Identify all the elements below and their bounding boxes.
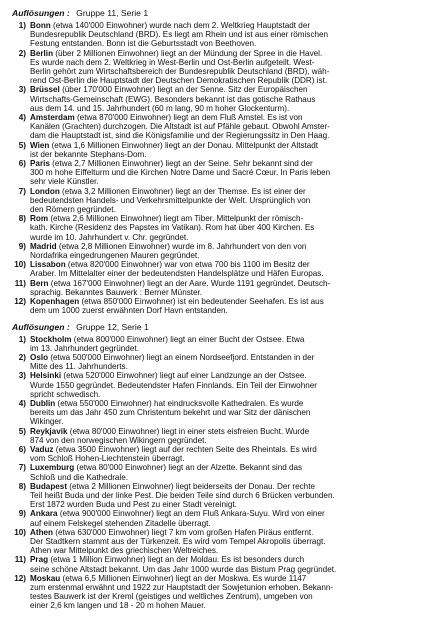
line-text: (etwa 80'000 Einwohner) liegt an der Alzette. Bekannt sind das — [74, 463, 303, 473]
entry-text — [30, 528, 440, 556]
entry-line — [30, 159, 440, 168]
city-name: Luxemburg — [30, 463, 75, 473]
line-text: Wirtschafts-Gemeinschaft (EWG). Besonders bekannt ist das gotische Rathaus — [30, 94, 316, 104]
answer-entry — [12, 371, 440, 399]
entry-text — [30, 214, 440, 242]
line-text: dam die Hauptstadt ist, sind die Königsfamilie und der Regierungssitz in Den Haag. — [30, 131, 330, 141]
entry-line — [30, 427, 440, 436]
line-text: (über 2 Millionen Einwohner) liegt an der Mündung der Spree in die Havel. — [53, 48, 323, 58]
entry-line — [30, 67, 440, 76]
line-text: (etwa 2,8 Millionen Einwohner) wurde im 8. Jahrhundert von den von — [56, 241, 307, 251]
line-text: (etwa 550'000 Einwohner) hat eindrucksvolle Kathedralen. Es wurde — [55, 398, 304, 408]
line-text: (etwa 2,6 Millionen Einwohner) liegt am Tiber. Mittelpunkt der römisch- — [48, 214, 304, 224]
line-text: Mitte des 11. Jahrhunderts. — [30, 362, 128, 372]
line-text: Es wurde nach dem 2. Weltkrieg in West-Berlin und Ost-Berlin aufgeteilt. West- — [30, 57, 315, 67]
city-name: Stockholm — [30, 334, 72, 344]
line-text: im 13. Jahrhundert gegründet. — [30, 343, 139, 353]
line-text: auf einem Felskegel stehenden Zitadelle überragt. — [30, 518, 211, 528]
answer-entry — [12, 528, 440, 556]
entry-line — [30, 399, 440, 408]
city-name: Brüssel — [30, 85, 60, 95]
entry-text — [30, 113, 440, 141]
entry-line — [30, 260, 440, 269]
entry-number: 2) — [18, 48, 26, 58]
entry-text — [30, 335, 440, 353]
entry-line — [30, 49, 440, 58]
entry-line — [30, 362, 440, 371]
answer-list-group-11 — [12, 21, 440, 316]
city-name: Bern — [30, 278, 49, 288]
entry-number: 3) — [18, 85, 26, 95]
entry-number: 12) — [14, 573, 26, 583]
city-name: Athen — [30, 527, 54, 537]
entry-line — [30, 445, 440, 454]
city-name: Reykjavik — [30, 426, 68, 436]
line-text: 874 von den norwegischen Wikingern gegründet. — [30, 435, 207, 445]
line-text: (über 170'000 Einwohner) liegt an der Senne. Sitz der Europäischen — [59, 85, 308, 95]
entry-line — [30, 187, 440, 196]
answer-entry — [12, 353, 440, 371]
line-text: (etwa 850'000 Einwohner) ist ein bedeutender Seehafen. Es ist aus — [79, 297, 324, 307]
entry-text — [30, 463, 440, 481]
line-text: Der Stadtkern stammt aus der Türkenzeit. Es wird vom Tempel Akropolis überragt. — [30, 536, 326, 546]
answer-entry — [12, 427, 440, 445]
entry-line — [30, 500, 440, 509]
line-text: (etwa 2,7 Millionen Einwohner) liegt an der Seine. Sehr bekannt sind der — [49, 159, 313, 169]
entry-line — [30, 335, 440, 344]
answer-entry — [12, 187, 440, 215]
entry-line — [30, 223, 440, 232]
answer-entry — [12, 574, 440, 611]
answer-entry — [12, 555, 440, 573]
line-text: spricht schwedisch. — [30, 389, 101, 399]
city-name: Oslo — [30, 352, 49, 362]
line-text: 300 m hohe Eiffelturm und die Kirchen Notre Dame und Sacré Cœur. In Paris leben — [30, 168, 331, 178]
line-text: (etwa 1,6 Millionen Einwohner) liegt an der Donau. Mittelpunkt der Altstadt — [49, 140, 319, 150]
line-text: Wurde 1550 gegründet. Bedeutendster Hafen Finnlands. Ein Teil der Einwohner — [30, 380, 317, 390]
line-text: testes Bauwerk ist der Kreml (geistiges und weltliches Zentrum), umgeben von — [30, 592, 313, 602]
entry-line — [30, 436, 440, 445]
line-text: (etwa 820'000 Einwohner) war von etwa 700 bis 1100 im Besitz der — [65, 260, 310, 270]
entry-line — [30, 141, 440, 150]
city-name: Berlin — [30, 48, 54, 58]
city-name: Bonn — [30, 21, 51, 30]
entry-text — [30, 85, 440, 113]
entry-number: 7) — [18, 463, 26, 473]
entry-text — [30, 159, 440, 187]
answer-entry — [12, 85, 440, 113]
entry-line — [30, 463, 440, 472]
line-text: zum erstenmal erwähnt und 1922 zur Hauptstadt der Sowjetunion erhoben. Bekann- — [30, 582, 334, 592]
line-text: (etwa 520'000 Einwohner) liegt auf einer Landzunge an der Ostsee. — [61, 371, 307, 381]
line-text: Kanälen (Grachten) durchzogen. Die Altstadt ist auf Pfähle gebaut. Obwohl Amster- — [30, 122, 330, 132]
entry-number: 2) — [18, 352, 26, 362]
entry-number: 1) — [18, 21, 26, 30]
city-name: Rom — [30, 214, 49, 224]
entry-number: 9) — [18, 241, 26, 251]
city-name: Helsinki — [30, 371, 62, 381]
line-text: (etwa 2 Millionen Einwohner) liegt beiderseits der Donau. Der rechte — [67, 481, 315, 491]
line-text: (etwa 167'000 Einwohner) liegt an der Aare. Wurde 1191 gegründet. Deutsch- — [48, 278, 331, 288]
line-text: Araber. Im Mittelalter einer der bedeutendsten Handelsplätze und Häfen Europas. — [30, 269, 324, 279]
entry-line — [30, 528, 440, 537]
line-text: Athen war Mittelpunkt des griechischen Weltreiches. — [30, 546, 219, 556]
entry-text — [30, 399, 440, 427]
entry-number: 9) — [18, 509, 26, 519]
line-text: Erst 1872 wurden Buda und Pest zu einer Stadt vereinigt. — [30, 500, 237, 510]
entry-number: 12) — [14, 297, 26, 307]
line-text: (etwa 80'000 Einwohner) liegt in einer stets eisfreien Bucht. Wurde — [67, 426, 310, 436]
entry-line — [30, 288, 440, 297]
entry-line — [30, 177, 440, 186]
entry-number: 3) — [18, 371, 26, 381]
answer-entry — [12, 279, 440, 297]
line-text: Schloß und die Kathedrale. — [30, 472, 129, 482]
entry-line — [30, 279, 440, 288]
line-text: sehr viele Künstler. — [30, 177, 99, 187]
entry-line — [30, 454, 440, 463]
answer-entry — [12, 260, 440, 278]
entry-line — [30, 344, 440, 353]
line-text: (etwa 800'000 Einwohner) liegt an einer Bucht der Ostsee. Etwa — [71, 334, 305, 344]
entry-number: 10) — [14, 260, 26, 270]
city-name: Prag — [30, 555, 49, 565]
entry-number: 1) — [18, 334, 26, 344]
entry-text — [30, 509, 440, 527]
entry-line — [30, 205, 440, 214]
line-text: einer 2,6 km langen und 18 - 20 m hohen Mauer. — [30, 601, 206, 611]
entry-line — [30, 371, 440, 380]
entry-text — [30, 279, 440, 297]
entry-line — [30, 85, 440, 94]
entry-text — [30, 574, 440, 611]
line-text: sprachig. Bekanntes Bauwerk : Berner Münster. — [30, 287, 203, 297]
entry-text — [30, 187, 440, 215]
entry-line — [30, 122, 440, 131]
answer-entry — [12, 399, 440, 427]
entry-line — [30, 519, 440, 528]
entry-text — [30, 242, 440, 260]
city-name: Lissabon — [30, 260, 66, 270]
answer-entry — [12, 335, 440, 353]
entry-line — [30, 131, 440, 140]
entry-text — [30, 427, 440, 445]
entry-line — [30, 381, 440, 390]
entry-text — [30, 555, 440, 573]
section-group-label: Gruppe 11, Serie 1 — [76, 8, 149, 18]
entry-text — [30, 21, 440, 49]
entry-number: 4) — [18, 398, 26, 408]
section-header-group-12 — [12, 322, 440, 333]
entry-line — [30, 537, 440, 546]
entry-text — [30, 141, 440, 159]
entry-text — [30, 297, 440, 315]
answer-entry — [12, 214, 440, 242]
entry-line — [30, 306, 440, 315]
line-text: kath. Kirche (Residenz des Papstes im Vatikan). Rom hat über 400 Kirchen. Es — [30, 223, 315, 233]
line-text: Teil heißt Buda und der linke Pest. Die beiden Teile sind durch 6 Brücken verbunden. — [30, 490, 335, 500]
section-group-label: Gruppe 12, Serie 1 — [76, 321, 149, 332]
line-text: (etwa 870'000 Einwohner) liegt an dem Fluß Amstel. Es ist von — [74, 113, 303, 123]
entry-line — [30, 76, 440, 85]
entry-text — [30, 49, 440, 86]
answer-list-group-12 — [12, 335, 440, 611]
line-text: Nordafrika eingedrungenen Mauren gegründet. — [30, 251, 200, 261]
section-title: Auflösungen : — [12, 8, 70, 18]
entry-line — [30, 113, 440, 122]
entry-line — [30, 104, 440, 113]
city-name: Budapest — [30, 481, 68, 491]
line-text: (etwa 1 Million Einwohner) liegt an der Moldau. Es ist besonders durch — [48, 555, 305, 565]
entry-text — [30, 260, 440, 278]
entry-line — [30, 242, 440, 251]
answer-entry — [12, 113, 440, 141]
line-text: (etwa 900'000 Einwohner) liegt an dem Fluß Ankara-Suyu. Wird von einer — [57, 509, 325, 519]
entry-line — [30, 555, 440, 564]
city-name: London — [30, 186, 60, 196]
answer-entry — [12, 159, 440, 187]
entry-line — [30, 297, 440, 306]
city-name: Vaduz — [30, 444, 54, 454]
line-text: seine schöne Altstadt bekannt. Um das Jahr 1000 wurde das Bistum Prag gegründet. — [30, 564, 337, 574]
entry-line — [30, 583, 440, 592]
line-text: Festung entstanden. Bonn ist die Geburtsstadt von Beethoven. — [30, 39, 257, 49]
entry-line — [30, 482, 440, 491]
line-text: dem um 1000 zuerst erwähnten Dorf Havn entstanden. — [30, 306, 228, 316]
entry-line — [30, 601, 440, 610]
entry-line — [30, 408, 440, 417]
entry-number: 8) — [18, 214, 26, 224]
entry-number: 6) — [18, 444, 26, 454]
line-text: (etwa 500'000 Einwohner) liegt an einem Nordseefjord. Entstanden in der — [48, 352, 315, 362]
entry-line — [30, 95, 440, 104]
entry-line — [30, 214, 440, 223]
entry-number: 8) — [18, 481, 26, 491]
line-text: wurde im 10. Jahrhundert v. Chr. gegründet. — [30, 232, 189, 242]
line-text: (etwa 3,2 Millionen Einwohner) liegt an der Themse. Es ist einer der — [59, 186, 306, 196]
line-text: aus dem 14. und 15. Jahrhundert (60 m lang, 90 m hoher Glockenturm). — [30, 103, 290, 113]
answer-entry — [12, 297, 440, 315]
city-name: Moskau — [30, 573, 61, 583]
city-name: Kopenhagen — [30, 297, 80, 307]
entry-line — [30, 565, 440, 574]
entry-line — [30, 21, 440, 30]
line-text: (etwa 3500 Einwohner) liegt auf der rechten Seite des Rheintals. Es wird — [53, 444, 317, 454]
entry-number: 11) — [14, 278, 26, 288]
line-text: (etwa 630'000 Einwohner) liegt 7 km vom großen Hafen Piräus entfernt. — [53, 527, 314, 537]
entry-line — [30, 196, 440, 205]
city-name: Paris — [30, 159, 50, 169]
entry-line — [30, 417, 440, 426]
entry-line — [30, 353, 440, 362]
line-text: rend Ost-Berlin die Hauptstadt der Deutschen Demokratischen Republik (DDR) ist. — [30, 76, 328, 86]
entry-line — [30, 39, 440, 48]
line-text: Wikinger. — [30, 417, 64, 427]
answer-entry — [12, 463, 440, 481]
entry-text — [30, 482, 440, 510]
answer-entry — [12, 21, 440, 49]
entry-number: 6) — [18, 159, 26, 169]
line-text: ist der bekannte Stephans-Dom. — [30, 149, 147, 159]
entry-line — [30, 150, 440, 159]
line-text: bereits um das Jahr 450 zum Christentum bekehrt und war Sitz der dänischen — [30, 408, 311, 418]
line-text: bedeutendsten Handels- und Verkehrsmittelpunkte der Welt. Ursprünglich von — [30, 195, 311, 205]
city-name: Wien — [30, 140, 50, 150]
entry-line — [30, 473, 440, 482]
entry-number: 5) — [18, 140, 26, 150]
entry-number: 4) — [18, 113, 26, 123]
entry-line — [30, 269, 440, 278]
entry-number: 5) — [18, 426, 26, 436]
entry-line — [30, 592, 440, 601]
city-name: Dublin — [30, 398, 56, 408]
line-text: (etwa 140'000 Einwohner) wurde nach dem 2. Weltkrieg Hauptstadt der — [50, 21, 311, 30]
entry-text — [30, 445, 440, 463]
answer-entry — [12, 242, 440, 260]
answer-entry — [12, 49, 440, 86]
answer-entry — [12, 445, 440, 463]
entry-line — [30, 233, 440, 242]
entry-line — [30, 30, 440, 39]
section-header-group-11 — [12, 8, 440, 19]
city-name: Amsterdam — [30, 113, 75, 123]
entry-line — [30, 574, 440, 583]
entry-number: 10) — [14, 527, 26, 537]
city-name: Ankara — [30, 509, 58, 519]
city-name: Madrid — [30, 241, 57, 251]
entry-line — [30, 491, 440, 500]
entry-line — [30, 546, 440, 555]
entry-line — [30, 509, 440, 518]
line-text: vom Schloß Hohen-Liechtenstein überragt. — [30, 454, 185, 464]
answer-entry — [12, 509, 440, 527]
entry-line — [30, 168, 440, 177]
entry-line — [30, 390, 440, 399]
line-text: Bundesrepublik Deutschland (BRD). Es liegt am Rhein und ist aus einer römischen — [30, 30, 329, 40]
entry-number: 11) — [14, 555, 26, 565]
line-text: Berlin gehört zum Wirtschaftsbereich der Bundesrepublik Deutschland (BRD), wäh- — [30, 67, 330, 77]
entry-line — [30, 58, 440, 67]
entry-text — [30, 353, 440, 371]
entry-line — [30, 251, 440, 260]
line-text: den Römern gegründet. — [30, 205, 116, 215]
entry-number: 7) — [18, 186, 26, 196]
line-text: (etwa 6,5 Millionen Einwohner) liegt an der Moskwa. Es wurde 1147 — [60, 573, 307, 583]
answer-entry — [12, 141, 440, 159]
section-title: Auflösungen : — [12, 321, 70, 332]
answer-entry — [12, 482, 440, 510]
entry-text — [30, 371, 440, 399]
